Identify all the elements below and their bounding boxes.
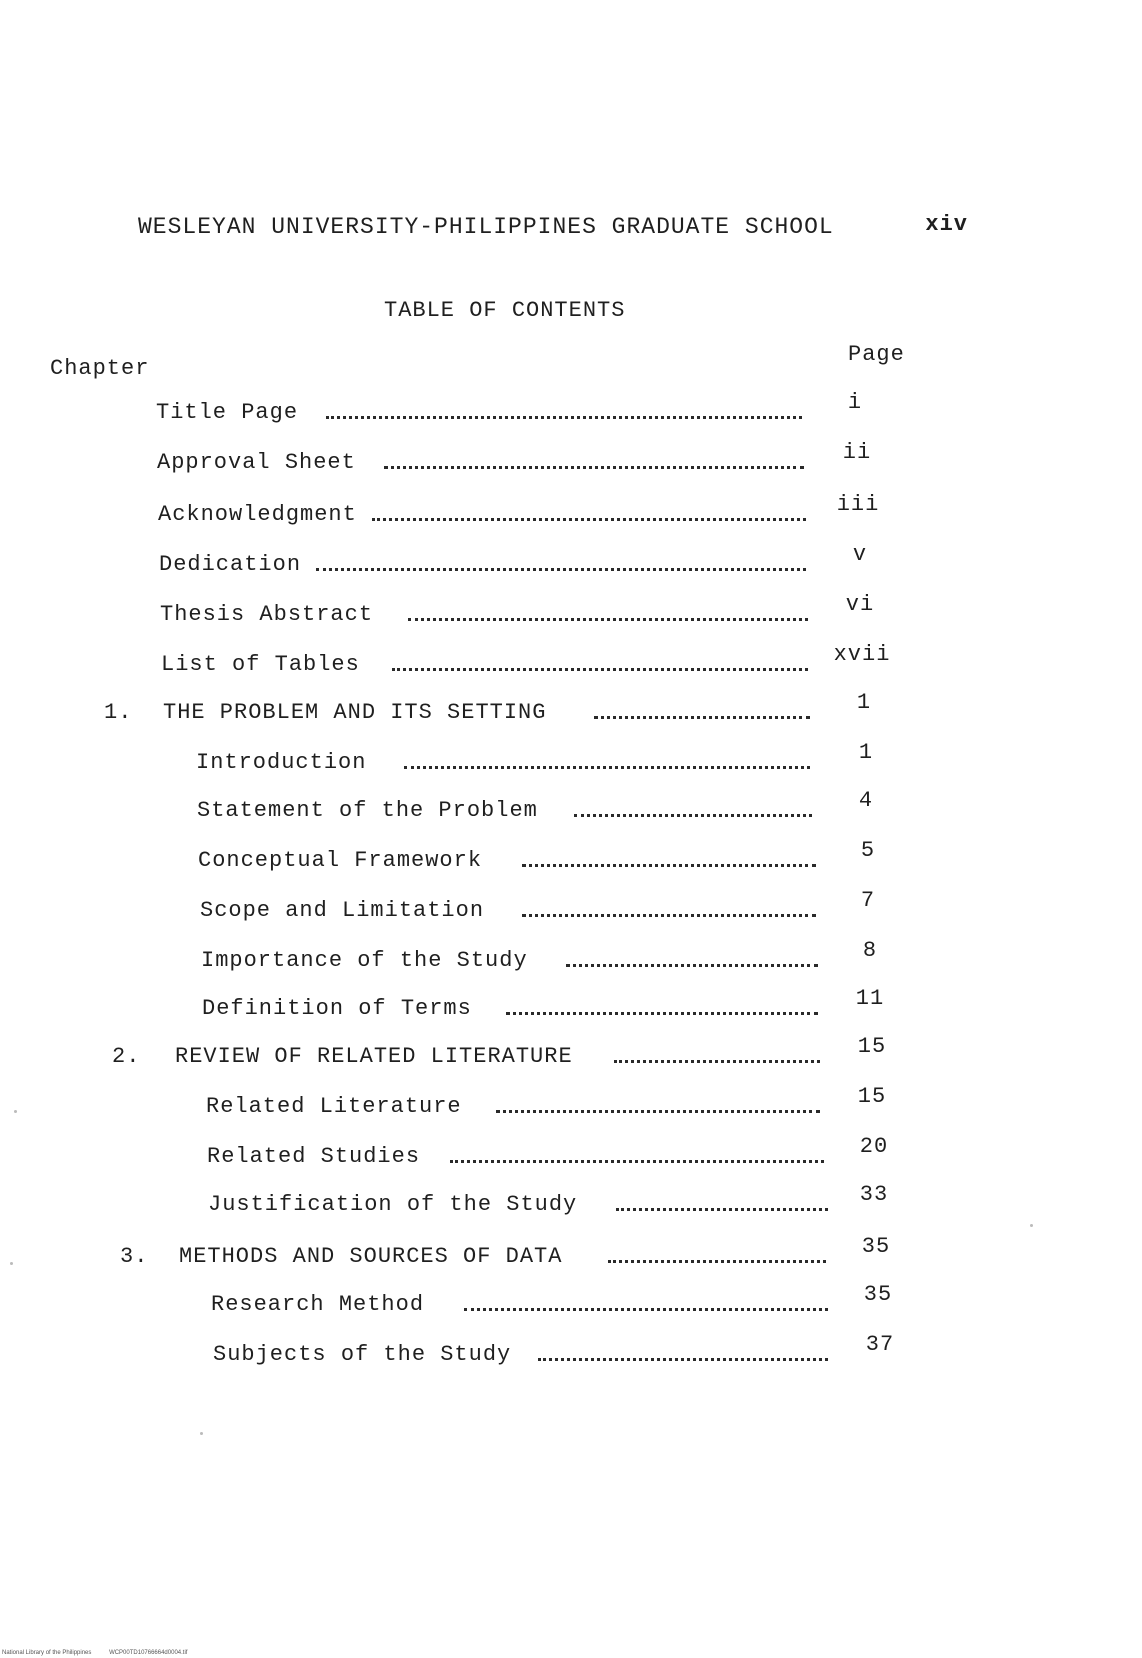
toc-entry	[0, 1332, 1142, 1372]
entry-page-number: ii	[842, 440, 872, 465]
toc-title: TABLE OF CONTENTS	[384, 298, 626, 323]
toc-entry	[0, 1134, 1142, 1174]
entry-page-number: 8	[862, 938, 878, 963]
toc-chapter-entry	[0, 1034, 1142, 1074]
chapter-number: 1.	[104, 700, 133, 725]
entry-page-number: v	[852, 542, 868, 567]
toc-entry	[0, 592, 1142, 632]
entry-label: Introduction	[196, 750, 367, 775]
toc-entry	[0, 542, 1142, 582]
toc-entry	[0, 1282, 1142, 1322]
dot-leader	[566, 964, 818, 967]
toc-entry	[0, 986, 1142, 1026]
entry-page-number: 11	[855, 986, 885, 1011]
entry-page-number: 35	[861, 1234, 891, 1259]
entry-label: METHODS AND SOURCES OF DATA	[179, 1244, 563, 1269]
toc-entry	[0, 888, 1142, 928]
toc-entry	[0, 390, 1142, 430]
toc-entry	[0, 440, 1142, 480]
entry-page-number: 37	[865, 1332, 895, 1357]
entry-label: Statement of the Problem	[197, 798, 538, 823]
dot-leader	[392, 668, 808, 671]
entry-page-number: 20	[859, 1134, 889, 1159]
dot-leader	[372, 518, 806, 521]
page-column-label: Page	[848, 342, 905, 367]
entry-label: Thesis Abstract	[160, 602, 374, 627]
entry-page-number: 7	[860, 888, 876, 913]
chapter-number: 2.	[112, 1044, 141, 1069]
page-footer	[2, 1650, 203, 1656]
entry-label: Subjects of the Study	[213, 1342, 512, 1367]
dot-leader	[404, 766, 810, 769]
toc-entry	[0, 492, 1142, 532]
dot-leader	[316, 568, 806, 571]
entry-label: Conceptual Framework	[198, 848, 483, 873]
entry-label: Approval Sheet	[157, 450, 356, 475]
entry-label: List of Tables	[161, 652, 360, 677]
dot-leader	[616, 1208, 828, 1211]
entry-label: Related Studies	[207, 1144, 421, 1169]
page-number: xiv	[925, 212, 968, 237]
entry-label: Definition of Terms	[202, 996, 472, 1021]
toc-entry	[0, 1084, 1142, 1124]
toc-entry	[0, 642, 1142, 682]
dot-leader	[464, 1308, 828, 1311]
dot-leader	[496, 1110, 820, 1113]
dot-leader	[614, 1060, 820, 1063]
entry-page-number: 33	[859, 1182, 889, 1207]
entry-page-number: 5	[860, 838, 876, 863]
entry-label: Scope and Limitation	[200, 898, 485, 923]
dot-leader	[384, 466, 804, 469]
dot-leader	[522, 864, 816, 867]
entry-label: Justification of the Study	[208, 1192, 578, 1217]
school-name: WESLEYAN UNIVERSITY-PHILIPPINES GRADUATE SCHOOL	[138, 214, 834, 240]
entry-label: THE PROBLEM AND ITS SETTING	[163, 700, 547, 725]
toc-entry	[0, 938, 1142, 978]
entry-label: REVIEW OF RELATED LITERATURE	[175, 1044, 573, 1069]
scan-speck	[14, 1110, 17, 1113]
dot-leader	[522, 914, 816, 917]
dot-leader	[594, 716, 810, 719]
entry-page-number: vi	[845, 592, 875, 617]
entry-label: Related Literature	[206, 1094, 462, 1119]
toc-chapter-entry	[0, 1234, 1142, 1274]
dot-leader	[326, 416, 802, 419]
entry-page-number: 15	[857, 1084, 887, 1109]
dot-leader	[538, 1358, 828, 1361]
dot-leader	[506, 1012, 818, 1015]
toc-entry	[0, 838, 1142, 878]
entry-page-number: 1	[858, 740, 874, 765]
entry-page-number: 35	[863, 1282, 893, 1307]
dot-leader	[408, 618, 808, 621]
entry-page-number: 15	[857, 1034, 887, 1059]
entry-page-number: 4	[858, 788, 874, 813]
toc-entry	[0, 1182, 1142, 1222]
toc-entry	[0, 788, 1142, 828]
scan-speck	[10, 1262, 13, 1265]
entry-page-number: xvii	[833, 642, 891, 667]
entry-label: Title Page	[156, 400, 299, 425]
entry-page-number: iii	[836, 492, 880, 517]
scan-speck	[1030, 1224, 1033, 1227]
entry-label: Dedication	[159, 552, 302, 577]
toc-entry	[0, 740, 1142, 780]
entry-label: Acknowledgment	[158, 502, 357, 527]
entry-label: Importance of the Study	[201, 948, 528, 973]
dot-leader	[450, 1160, 824, 1163]
footer-file: WCP00TD10766664d0004.tif	[109, 1650, 188, 1656]
entry-page-number: i	[847, 390, 863, 415]
chapter-number: 3.	[120, 1244, 149, 1269]
footer-library: National Library of the Philippines	[2, 1650, 92, 1656]
dot-leader	[574, 814, 812, 817]
toc-chapter-entry	[0, 690, 1142, 730]
dot-leader	[608, 1260, 826, 1263]
scan-speck	[200, 1432, 203, 1435]
entry-page-number: 1	[856, 690, 872, 715]
entry-label: Research Method	[211, 1292, 425, 1317]
chapter-column-label: Chapter	[50, 356, 150, 381]
